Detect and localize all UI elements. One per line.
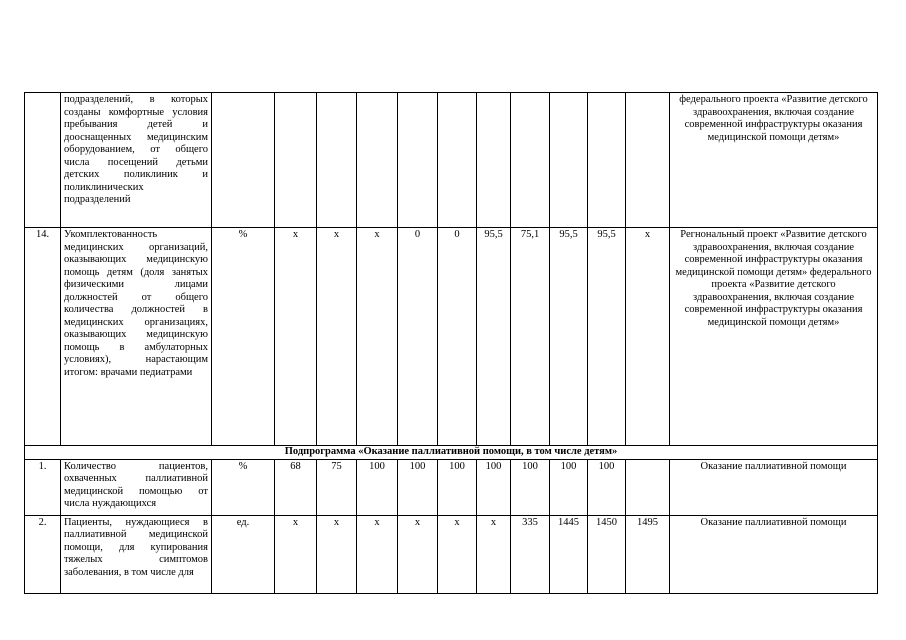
value-cell: 335 — [511, 515, 550, 593]
value-cell: 100 — [511, 459, 550, 515]
value-cell: 100 — [588, 459, 626, 515]
value-cell: 100 — [477, 459, 511, 515]
value-cell: 1495 — [626, 515, 670, 593]
value-cell — [511, 93, 550, 228]
source-cell: федерального проекта «Развитие детского здравоохранения, включая создание современной инфраструктуры оказания медицинской помощи детям» — [670, 93, 878, 228]
indicator-name-cell: Количество пациентов, охваченных паллиативной медицинской помощью от числа нуждающихся — [61, 459, 212, 515]
source-cell: Оказание паллиативной помощи — [670, 459, 878, 515]
value-cell: 100 — [398, 459, 438, 515]
value-cell — [550, 93, 588, 228]
row-number-cell: 14. — [25, 228, 61, 446]
value-cell: х — [477, 515, 511, 593]
value-cell: х — [357, 228, 398, 446]
table-row — [25, 228, 878, 446]
indicator-name-cell: подразделений, в которых созданы комфортные условия пребывания детей и дооснащенных медицинским оборудованием, от общего числа посещений детьми детских поликлиник и поликлинических подразделений — [61, 93, 212, 228]
table-row — [25, 459, 878, 515]
unit-cell — [212, 93, 275, 228]
value-cell: х — [275, 515, 317, 593]
value-cell — [317, 93, 357, 228]
value-cell: 100 — [438, 459, 477, 515]
value-cell: х — [398, 515, 438, 593]
value-cell: 100 — [550, 459, 588, 515]
value-cell: 1450 — [588, 515, 626, 593]
value-cell: х — [626, 228, 670, 446]
unit-cell: % — [212, 459, 275, 515]
row-number-cell: 2. — [25, 515, 61, 593]
value-cell: 75 — [317, 459, 357, 515]
value-cell — [626, 459, 670, 515]
indicator-name-cell: Пациенты, нуждающиеся в паллиативной медицинской помощи, для купирования тяжелых симптомов заболевания, в том числе для — [61, 515, 212, 593]
value-cell — [626, 93, 670, 228]
value-cell: х — [275, 228, 317, 446]
value-cell: 95,5 — [477, 228, 511, 446]
value-cell: 0 — [398, 228, 438, 446]
value-cell — [398, 93, 438, 228]
value-cell: 68 — [275, 459, 317, 515]
value-cell — [275, 93, 317, 228]
unit-cell: ед. — [212, 515, 275, 593]
value-cell — [357, 93, 398, 228]
value-cell — [438, 93, 477, 228]
unit-cell: % — [212, 228, 275, 446]
subprogram-title: Подпрограмма «Оказание паллиативной помощи, в том числе детям» — [25, 446, 878, 460]
table-row — [25, 515, 878, 593]
value-cell: х — [357, 515, 398, 593]
value-cell: 1445 — [550, 515, 588, 593]
value-cell — [588, 93, 626, 228]
row-number-cell: 1. — [25, 459, 61, 515]
table-row — [25, 93, 878, 228]
source-cell: Оказание паллиативной помощи — [670, 515, 878, 593]
indicator-name-cell: Укомплектованность медицинских организаций, оказывающих медицинскую помощь детям (доля занятых физическими лицами должностей от общего количества должностей в медицинских организациях, оказывающих медицинскую помощь в амбулаторных условиях), нарастающим итогом: врачами педиатрами — [61, 228, 212, 446]
value-cell: 95,5 — [550, 228, 588, 446]
value-cell: 100 — [357, 459, 398, 515]
value-cell: х — [317, 515, 357, 593]
subprogram-row — [25, 446, 878, 460]
value-cell: х — [438, 515, 477, 593]
row-number-cell — [25, 93, 61, 228]
source-cell: Регнональный проект «Развитие детского здравоохранения, включая создание современной инфраструктуры оказания медицинской помощи детям» федерального проекта «Развитие детского здравоохранения, включая создание современной инфраструктуры оказания медицинской помощи детям» — [670, 228, 878, 446]
value-cell: 75,1 — [511, 228, 550, 446]
indicators-table — [24, 92, 878, 594]
value-cell — [477, 93, 511, 228]
value-cell: 95,5 — [588, 228, 626, 446]
value-cell: х — [317, 228, 357, 446]
value-cell: 0 — [438, 228, 477, 446]
